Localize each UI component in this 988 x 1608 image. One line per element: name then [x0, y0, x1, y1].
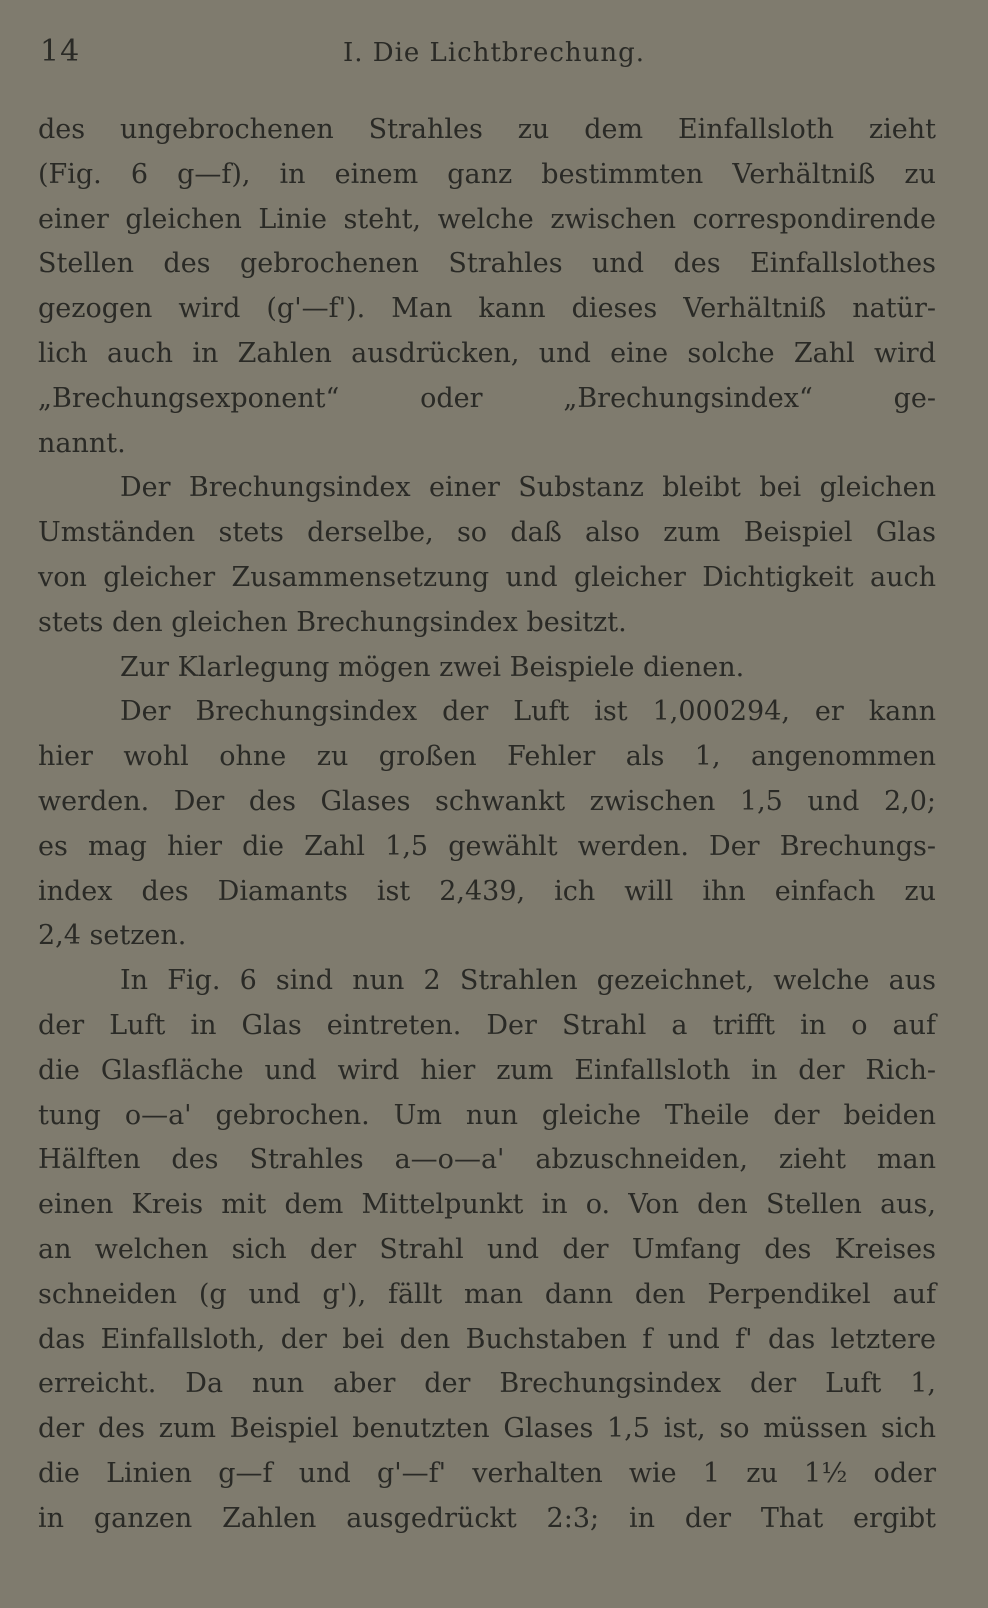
text-line: die Glasfläche und wird hier zum Einfallsloth in der Rich- — [38, 1054, 936, 1086]
paragraph-continuation — [38, 108, 936, 466]
text-line: Der Brechungsindex einer Substanz bleibt bei gleichen — [120, 472, 936, 504]
text-line: Stellen des gebrochenen Strahles und des Einfallslothes — [38, 248, 936, 280]
text-line: In Fig. 6 sind nun 2 Strahlen gezeichnet, welche aus — [120, 965, 936, 997]
body-text — [38, 108, 936, 1542]
text-line: stets den gleichen Brechungsindex besitzt. — [38, 606, 627, 638]
paragraph-brechungsindex — [38, 466, 936, 645]
text-line: tung o—a' gebrochen. Um nun gleiche Theile der beiden — [38, 1099, 936, 1131]
text-line: lich auch in Zahlen ausdrücken, und eine solche Zahl wird — [38, 337, 936, 369]
text-line: „Brechungsexponent“ oder „Brechungsindex“ ge- — [38, 382, 936, 414]
text-line: gezogen wird (g'—f'). Man kann dieses Verhältniß natür- — [38, 293, 936, 325]
text-line: der Luft in Glas eintreten. Der Strahl a trifft in o auf — [38, 1009, 936, 1041]
text-line: werden. Der des Glases schwankt zwischen 1,5 und 2,0; — [38, 785, 936, 817]
text-line: einer gleichen Linie steht, welche zwischen correspondirende — [38, 203, 936, 235]
text-line: das Einfallsloth, der bei den Buchstaben f und f' das letztere — [38, 1323, 936, 1355]
text-line: schneiden (g und g'), fällt man dann den Perpendikel auf — [38, 1278, 936, 1310]
text-line: Umständen stets derselbe, so daß also zum Beispiel Glas — [38, 517, 936, 549]
paragraph-fig6 — [38, 959, 936, 1541]
text-line: des ungebrochenen Strahles zu dem Einfallsloth zieht — [38, 114, 936, 145]
text-line: 2,4 setzen. — [38, 920, 187, 952]
text-line: einen Kreis mit dem Mittelpunkt in o. Von den Stellen aus, — [38, 1189, 936, 1221]
text-line: an welchen sich der Strahl und der Umfang des Kreises — [38, 1233, 936, 1265]
text-line: index des Diamants ist 2,439, ich will ihn einfach zu — [38, 875, 936, 907]
running-head — [40, 22, 948, 82]
text-line: (Fig. 6 g—f), in einem ganz bestimmten Verhältniß zu — [38, 158, 936, 190]
text-line: Zur Klarlegung mögen zwei Beispiele dienen. — [120, 651, 745, 683]
text-line: es mag hier die Zahl 1,5 gewählt werden. Der Brechungs- — [38, 830, 936, 862]
text-line: erreicht. Da nun aber der Brechungsindex der Luft 1, — [38, 1368, 936, 1400]
text-line: nannt. — [38, 427, 126, 459]
text-line: der des zum Beispiel benutzten Glases 1,5 ist, so müssen sich — [38, 1413, 936, 1445]
paragraph-klarlegung — [38, 646, 936, 691]
page-number: 14 — [40, 34, 81, 69]
paragraph-luft-glas — [38, 690, 936, 959]
text-line: Der Brechungsindex der Luft ist 1,000294, er kann — [120, 696, 936, 728]
text-line: hier wohl ohne zu großen Fehler als 1, angenommen — [38, 741, 936, 773]
text-line: in ganzen Zahlen ausgedrückt 2:3; in der That ergibt — [38, 1502, 936, 1534]
text-line: Hälften des Strahles a—o—a' abzuschneiden, zieht man — [38, 1144, 936, 1176]
text-line: die Linien g—f und g'—f' verhalten wie 1 zu 1½ oder — [38, 1457, 936, 1489]
text-line: von gleicher Zusammensetzung und gleicher Dichtigkeit auch — [38, 561, 936, 593]
chapter-title: I. Die Lichtbrechung. — [342, 38, 646, 68]
